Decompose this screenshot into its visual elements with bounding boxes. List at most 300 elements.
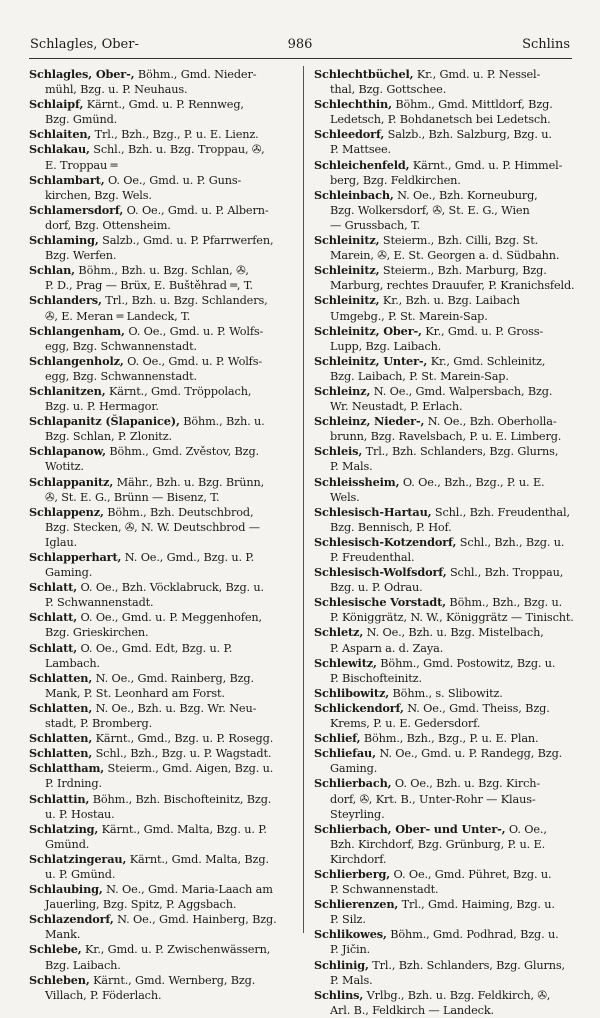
dictionary-entry — [29, 444, 300, 474]
entry-line — [29, 233, 300, 248]
entry-text: Schl., Bzh. Troppau, — [449, 566, 564, 580]
entry-headword: Schleinbach, — [314, 187, 394, 202]
entry-line — [29, 580, 300, 595]
dictionary-entry — [314, 505, 585, 535]
entry-text: Vrlbg., Bzh. u. Bzg. Feldkirch, ✇, — [366, 988, 551, 1002]
entry-text: Böhm., Bzh. Deutschbrod, — [107, 505, 254, 519]
dictionary-entry — [29, 973, 300, 1003]
header-rule — [29, 58, 572, 59]
entry-line — [314, 127, 585, 142]
entry-line — [314, 354, 585, 369]
entry-line — [314, 1003, 585, 1018]
dictionary-entry — [314, 625, 585, 655]
dictionary-entry — [29, 701, 300, 731]
entry-text: Steierm., Gmd. Aigen, Bzg. u. — [107, 762, 274, 776]
entry-text: — Grussbach, T. — [330, 218, 421, 232]
entry-text: O. Oe., Gmd. u. P. Wolfs- — [127, 354, 263, 368]
entry-text: Bzg. Grieskirchen. — [45, 626, 149, 640]
entry-line — [314, 399, 585, 414]
entry-text: Kr., Gmd. u. P. Gross- — [425, 324, 544, 338]
entry-text: Trl., Gmd. Haiming, Bzg. u. — [401, 898, 555, 912]
dictionary-entry — [29, 203, 300, 233]
entry-text: Bzg. u. P. Odrau. — [330, 581, 423, 595]
entry-line — [29, 761, 300, 776]
entry-line — [29, 309, 300, 324]
entry-line — [314, 369, 585, 384]
entry-headword: Schlambart, — [29, 172, 105, 187]
entry-text: Kärnt., Gmd. Malta, Bzg. u. P. — [101, 822, 267, 836]
entry-line — [29, 142, 300, 157]
entry-line — [29, 218, 300, 233]
entry-headword: Schlebe, — [29, 942, 82, 957]
entry-line — [314, 142, 585, 157]
entry-text: Kärnt., Gmd. Tröppolach, — [109, 384, 252, 398]
entry-text: Böhm., Gmd. Postowitz, Bzg. u. — [380, 656, 556, 670]
entry-line — [314, 701, 585, 716]
entry-text: Kärnt., Gmd. Wernberg, Bzg. — [93, 973, 256, 987]
entry-text: Kr., Gmd. u. P. Nessel- — [416, 68, 541, 81]
entry-line — [29, 973, 300, 988]
entry-headword: Schleinitz, — [314, 293, 380, 308]
entry-line — [314, 897, 585, 912]
entry-line — [29, 988, 300, 1003]
header-right-keyword: Schlins — [522, 37, 570, 52]
entry-headword: Schleinz, — [314, 383, 371, 398]
entry-headword: Schleinz, Nieder-, — [314, 414, 425, 429]
entry-line — [314, 67, 585, 82]
dictionary-entry — [314, 656, 585, 686]
entry-text: O. Oe., Gmd. u. P. Guns- — [107, 173, 242, 187]
dictionary-entry — [29, 641, 300, 671]
entry-text: kirchen, Bzg. Wels. — [45, 188, 152, 202]
entry-text: Kirchdorf. — [330, 852, 387, 866]
entry-line — [29, 82, 300, 97]
entry-line — [314, 278, 585, 293]
entry-headword: Schlatzing, — [29, 821, 99, 836]
entry-line — [29, 444, 300, 459]
entry-line — [29, 429, 300, 444]
entry-text: P. Königgrätz, N. W., Königgrätz — Tinischt. — [330, 611, 574, 625]
header-left-keyword: Schlagles, Ober- — [30, 37, 139, 52]
entry-text: Bzg. Schlan, P. Zlonitz. — [45, 430, 172, 444]
entry-line — [314, 520, 585, 535]
dictionary-entry — [314, 535, 585, 565]
entry-text: Steierm., Bzh. Marburg, Bzg. — [382, 264, 547, 278]
entry-text: N. Oe., Gmd., Bzg. u. P. — [124, 551, 255, 564]
entry-line — [314, 158, 585, 173]
entry-line — [314, 203, 585, 218]
entry-headword: Schlaipf, — [29, 97, 84, 112]
entry-headword: Schlanitzen, — [29, 383, 106, 398]
entry-text: Bzg. Wolkersdorf, ✇, St. E. G., Wien — [330, 203, 530, 217]
dictionary-entry — [314, 414, 585, 444]
entry-text: u. P. Gmünd. — [45, 867, 116, 881]
entry-headword: Schlanders, — [29, 293, 102, 308]
entry-line — [314, 852, 585, 867]
entry-line — [29, 958, 300, 973]
entry-line — [29, 188, 300, 203]
entry-text: Schl., Bzh. u. Bzg. Troppau, ✇, — [93, 143, 265, 157]
entry-text: N. Oe., Bzh. Oberholla- — [427, 415, 557, 429]
entry-text: mühl, Bzg. u. P. Neuhaus. — [45, 83, 188, 97]
entry-line — [314, 565, 585, 580]
entry-line — [29, 354, 300, 369]
entry-text: Mank. — [45, 928, 81, 942]
entry-line — [314, 490, 585, 505]
entry-text: N. Oe., Gmd. u. P. Randegg, Bzg. — [379, 747, 563, 761]
column-divider — [303, 66, 304, 933]
entry-text: N. Oe., Gmd. Walpersbach, Bzg. — [373, 384, 553, 398]
entry-line — [29, 927, 300, 942]
entry-text: P. D., Prag — Brüx, E. Buštěhrad ═, T. — [45, 279, 253, 293]
entry-line — [29, 369, 300, 384]
entry-line — [314, 248, 585, 263]
dictionary-entry — [314, 776, 585, 821]
entry-headword: Schlins, — [314, 987, 364, 1002]
entry-headword: Schlattin, — [29, 791, 90, 806]
entry-text: Salzb., Gmd. u. P. Pfarrwerfen, — [102, 234, 274, 248]
entry-headword: Schlief, — [314, 731, 361, 746]
entry-text: Böhm., Bzh., Bzg., P. u. E. Plan. — [363, 732, 539, 746]
entry-text: Steierm., Bzh. Cilli, Bzg. St. — [382, 234, 539, 248]
entry-headword: Schlinig, — [314, 957, 369, 972]
dictionary-entry — [29, 610, 300, 640]
dictionary-entry — [29, 414, 300, 444]
entry-text: Lupp, Bzg. Laibach. — [330, 339, 442, 353]
dictionary-entry — [314, 127, 585, 157]
dictionary-entry — [29, 882, 300, 912]
entry-line — [314, 339, 585, 354]
entry-line — [29, 610, 300, 625]
entry-text: Jauerling, Bzg. Spitz, P. Aggsbach. — [45, 898, 237, 912]
entry-text: P. Irdning. — [45, 777, 102, 791]
entry-line — [29, 384, 300, 399]
entry-text: N. Oe., Gmd. Maria-Laach am — [106, 883, 273, 897]
entry-line — [29, 641, 300, 656]
entry-text: Gaming. — [330, 762, 378, 776]
entry-line — [29, 656, 300, 671]
dictionary-entry — [314, 188, 585, 233]
dictionary-entry — [29, 263, 300, 293]
entry-text: ✇, St. E. G., Brünn — Bisenz, T. — [45, 490, 220, 504]
entry-line — [29, 550, 300, 565]
entry-line — [314, 731, 585, 746]
entry-line — [314, 625, 585, 640]
entry-text: egg, Bzg. Schwannenstadt. — [45, 339, 197, 353]
entry-line — [314, 233, 585, 248]
entry-headword: Schlechthin, — [314, 97, 392, 112]
entry-text: Kr., Gmd. u. P. Zwischenwässern, — [85, 943, 271, 957]
entry-line — [29, 459, 300, 474]
entry-text: Schl., Bzh., Bzg. u. P. Wagstadt. — [95, 747, 272, 761]
dictionary-entry — [314, 897, 585, 927]
entry-text: Böhm., Bzh. u. — [183, 415, 265, 429]
entry-line — [29, 535, 300, 550]
entry-text: P. Freudenthal. — [330, 551, 415, 564]
entry-text: Marein, ✇, E. St. Georgen a. d. Südbahn. — [330, 249, 560, 263]
dictionary-entry — [314, 475, 585, 505]
dictionary-entry — [29, 233, 300, 263]
entry-line — [29, 158, 300, 173]
entry-line — [29, 263, 300, 278]
entry-headword: Schleissheim, — [314, 474, 400, 489]
entry-headword: Schlechtbüchel, — [314, 67, 414, 81]
dictionary-entry — [314, 97, 585, 127]
dictionary-entry — [29, 142, 300, 172]
entry-text: P. Mals. — [330, 973, 373, 987]
entry-line — [314, 761, 585, 776]
entry-line — [314, 927, 585, 942]
entry-text: N. Oe., Bzh. u. Bzg. Mistelbach, — [366, 626, 544, 640]
dictionary-entry — [29, 822, 300, 852]
entry-text: Ledetsch, P. Bohdanetsch bei Ledetsch. — [330, 113, 551, 127]
entry-text: ✇, E. Meran ═ Landeck, T. — [45, 309, 191, 323]
dictionary-entry — [29, 324, 300, 354]
dictionary-entry — [29, 67, 300, 97]
entry-text: P. Bischofteinitz. — [330, 671, 422, 685]
entry-headword: Schleis, — [314, 444, 363, 459]
entry-line — [29, 293, 300, 308]
entry-text: O. Oe., Bzh. u. Bzg. Kirch- — [394, 777, 541, 791]
entry-text: Schl., Bzh. Freudenthal, — [434, 505, 570, 519]
entry-headword: Schlapanow, — [29, 444, 106, 459]
dictionary-entry — [29, 384, 300, 414]
entry-headword: Schliefau, — [314, 746, 376, 761]
entry-headword: Schlatten, — [29, 700, 93, 715]
entry-text: u. P. Hostau. — [45, 807, 115, 821]
entry-headword: Schleinitz, — [314, 263, 380, 278]
entry-line — [314, 958, 585, 973]
entry-text: Böhm., Bzh. Bischofteinitz, Bzg. — [92, 792, 272, 806]
left-column — [29, 67, 300, 1003]
entry-text: egg, Bzg. Schwannenstadt. — [45, 369, 197, 383]
entry-text: O. Oe., Gmd. Edt, Bzg. u. P. — [80, 641, 233, 655]
entry-text: Gaming. — [45, 566, 93, 580]
entry-text: Böhm., Gmd. Zvěstov, Bzg. — [109, 445, 259, 459]
entry-line — [314, 324, 585, 339]
entry-text: berg, Bzg. Feldkirchen. — [330, 173, 461, 187]
entry-line — [314, 218, 585, 233]
entry-headword: Schlatt, — [29, 580, 78, 595]
entry-headword: Schlesisch-Hartau, — [314, 504, 432, 519]
entry-line — [314, 746, 585, 761]
dictionary-entry — [314, 988, 585, 1018]
entry-text: Wotitz. — [45, 460, 84, 474]
entry-text: thal, Bzg. Gottschee. — [330, 83, 447, 97]
dictionary-entry — [29, 173, 300, 203]
entry-headword: Schlappenz, — [29, 504, 104, 519]
entry-text: P. Jičin. — [330, 943, 371, 957]
entry-text: O. Oe., — [508, 822, 547, 836]
entry-text: Bzg. Stecken, ✇, N. W. Deutschbrod — — [45, 520, 260, 534]
dictionary-entry — [29, 550, 300, 580]
entry-text: P. Mals. — [330, 460, 373, 474]
entry-text: O. Oe., Gmd. u. P. Meggenhofen, — [80, 611, 262, 625]
entry-line — [314, 263, 585, 278]
entry-line — [314, 550, 585, 565]
entry-line — [29, 97, 300, 112]
entry-line — [314, 188, 585, 203]
entry-line — [314, 671, 585, 686]
entry-headword: Schleedorf, — [314, 127, 385, 142]
entry-headword: Schlatten, — [29, 746, 93, 761]
entry-line — [29, 203, 300, 218]
entry-line — [314, 656, 585, 671]
entry-line — [29, 882, 300, 897]
dictionary-entry — [29, 580, 300, 610]
entry-text: Bzh. Kirchdorf, Bzg. Grünburg, P. u. E. — [330, 837, 546, 851]
dictionary-entry — [314, 67, 585, 97]
entry-headword: Schlatt, — [29, 640, 78, 655]
entry-line — [314, 973, 585, 988]
entry-text: Kärnt., Gmd. u. P. Himmel- — [412, 158, 563, 172]
entry-text: Böhm., Bzh. u. Bzg. Schlan, ✇, — [78, 264, 249, 278]
entry-line — [29, 792, 300, 807]
entry-text: E. Troppau ═ — [45, 158, 118, 172]
dictionary-entry — [314, 731, 585, 746]
entry-headword: Schlikowes, — [314, 927, 387, 942]
entry-text: Villach, P. Föderlach. — [45, 988, 162, 1002]
dictionary-entry — [314, 444, 585, 474]
entry-line — [29, 595, 300, 610]
entry-line — [314, 429, 585, 444]
entry-line — [314, 505, 585, 520]
entry-line — [29, 837, 300, 852]
dictionary-entry — [29, 97, 300, 127]
dictionary-entry — [314, 958, 585, 988]
entry-text: Umgebg., P. St. Marein-Sap. — [330, 309, 488, 323]
entry-text: O. Oe., Gmd. u. P. Albern- — [126, 203, 269, 217]
entry-text: Böhm., s. Slibowitz. — [392, 686, 503, 700]
entry-text: P. Mattsee. — [330, 143, 391, 157]
dictionary-entry — [29, 792, 300, 822]
entry-line — [29, 852, 300, 867]
entry-line — [314, 112, 585, 127]
entry-text: Wr. Neustadt, P. Erlach. — [330, 400, 463, 414]
dictionary-entry — [314, 233, 585, 263]
entry-headword: Schleinitz, Ober-, — [314, 323, 422, 338]
dictionary-entry — [314, 293, 585, 323]
entry-text: Bzg. u. P. Hermagor. — [45, 400, 159, 414]
entry-headword: Schleben, — [29, 972, 90, 987]
entry-text: Böhm., Bzh., Bzg. u. — [449, 596, 563, 610]
entry-headword: Schlakau, — [29, 142, 90, 157]
entry-line — [314, 912, 585, 927]
entry-line — [29, 127, 300, 142]
entry-line — [314, 595, 585, 610]
entry-text: N. Oe., Bzh. Korneuburg, — [397, 188, 538, 202]
entry-line — [29, 248, 300, 263]
entry-text: Steyrling. — [330, 807, 385, 821]
entry-line — [314, 882, 585, 897]
entry-text: Böhm., Gmd. Podhrad, Bzg. u. — [390, 928, 559, 942]
dictionary-entry — [29, 505, 300, 550]
entry-line — [314, 686, 585, 701]
entry-text: Kärnt., Gmd. Malta, Bzg. — [129, 852, 269, 866]
entry-text: P. Asparn a. d. Zaya. — [330, 641, 444, 655]
entry-line — [29, 565, 300, 580]
page-header — [30, 37, 570, 55]
entry-text: Bzg. Laibach. — [45, 958, 121, 972]
dictionary-entry — [29, 671, 300, 701]
entry-text: N. Oe., Gmd. Rainberg, Bzg. — [95, 671, 254, 685]
entry-line — [314, 641, 585, 656]
entry-text: stadt, P. Bromberg. — [45, 717, 153, 731]
entry-headword: Schleinitz, — [314, 233, 380, 248]
entry-headword: Schlatten, — [29, 731, 93, 746]
entry-line — [314, 610, 585, 625]
entry-line — [29, 776, 300, 791]
entry-line — [314, 384, 585, 399]
entry-line — [314, 716, 585, 731]
entry-line — [29, 520, 300, 535]
dictionary-entry — [29, 912, 300, 942]
entry-headword: Schlamersdorf, — [29, 202, 124, 217]
page-number: 986 — [287, 37, 313, 52]
entry-line — [29, 716, 300, 731]
entry-text: Bzg. Bennisch, P. Hof. — [330, 520, 452, 534]
entry-headword: Schlazendorf, — [29, 912, 114, 927]
entry-text: N. Oe., Gmd. Theiss, Bzg. — [407, 701, 550, 715]
entry-line — [314, 837, 585, 852]
entry-text: N. Oe., Gmd. Hainberg, Bzg. — [117, 913, 277, 927]
entry-line — [314, 173, 585, 188]
entry-line — [29, 822, 300, 837]
entry-headword: Schlangenham, — [29, 323, 125, 338]
dictionary-entry — [314, 354, 585, 384]
dictionary-entry — [314, 686, 585, 701]
dictionary-entry — [314, 927, 585, 957]
entry-text: Bzg. Werfen. — [45, 249, 117, 263]
entry-line — [314, 867, 585, 882]
entry-line — [29, 324, 300, 339]
entry-line — [314, 475, 585, 490]
entry-line — [314, 807, 585, 822]
dictionary-entry — [29, 746, 300, 761]
entry-line — [29, 807, 300, 822]
entry-text: O. Oe., Bzh. Vöcklabruck, Bzg. u. — [80, 581, 264, 595]
entry-text: Gmünd. — [45, 837, 90, 851]
entry-text: Kr., Gmd. Schleinitz, — [430, 354, 546, 368]
dictionary-entry — [314, 324, 585, 354]
entry-text: dorf, Bzg. Ottensheim. — [45, 218, 171, 232]
entry-line — [29, 671, 300, 686]
entry-text: Bzg. Gmünd. — [45, 113, 118, 127]
dictionary-entry — [29, 731, 300, 746]
entry-headword: Schlatt, — [29, 610, 78, 625]
entry-headword: Schlapanitz (Šlapanice), — [29, 414, 180, 429]
entry-headword: Schlesisch-Kotzendorf, — [314, 534, 457, 549]
entry-text: O. Oe., Gmd. Pühret, Bzg. u. — [393, 867, 552, 881]
entry-headword: Schleichenfeld, — [314, 157, 410, 172]
entry-line — [29, 278, 300, 293]
entry-line — [314, 580, 585, 595]
entry-line — [314, 776, 585, 791]
entry-line — [29, 701, 300, 716]
entry-headword: Schlappanitz, — [29, 474, 114, 489]
entry-text: Marburg, rechtes Drauufer, P. Kranichsfeld. — [330, 279, 575, 293]
entry-text: Salzb., Bzh. Salzburg, Bzg. u. — [387, 128, 552, 142]
right-column — [314, 67, 585, 1018]
entry-text: Trl., Bzh. Schlanders, Bzg. Glurns, — [372, 958, 565, 972]
entry-text: Bzg. Laibach, P. St. Marein-Sap. — [330, 369, 509, 383]
dictionary-entry — [314, 158, 585, 188]
entry-line — [29, 112, 300, 127]
entry-text: Böhm., Gmd. Mittldorf, Bzg. — [395, 98, 553, 112]
entry-headword: Schlesische Vorstadt, — [314, 595, 446, 610]
entry-text: N. Oe., Bzh. u. Bzg. Wr. Neu- — [95, 701, 257, 715]
entry-text: Trl., Bzh. Schlanders, Bzg. Glurns, — [365, 445, 559, 459]
